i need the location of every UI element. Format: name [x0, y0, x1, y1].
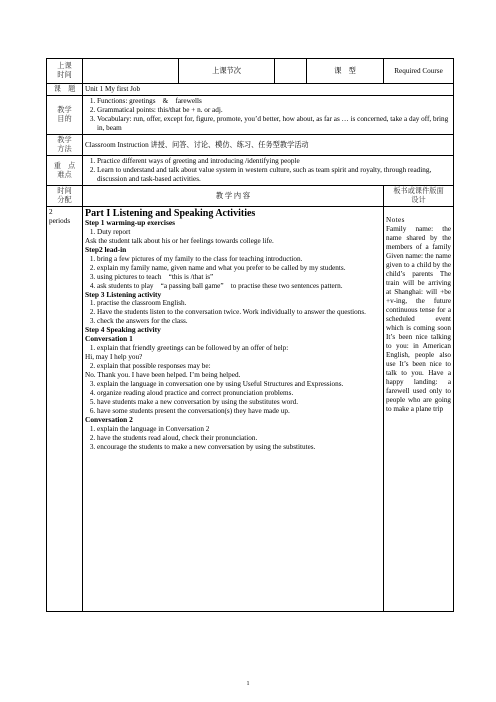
topic-value: Unit 1 My first Job	[83, 84, 454, 96]
body-row	[47, 207, 454, 612]
key-label: 重 点 难点	[47, 156, 83, 186]
goals-content	[83, 96, 454, 135]
goals-label: 教学 目的	[47, 96, 83, 135]
notes-heading: Notes	[386, 216, 405, 224]
goals-row	[47, 96, 454, 135]
conv1-item: 1. explain that friendly greetings can be followed by an offer of help:	[97, 344, 381, 353]
board-label: 板书或课件版面 设计	[384, 186, 454, 207]
key-item: 2. Learn to understand and talk about value system in western culture, such as team spirit and royalty, through reading, discussion and task-based activities.	[97, 166, 451, 184]
notes-text: Family name: the name shared by the members of a family Given name: the name given to a child by the child’s parents The train will be arriving at Shanghai: will +be +v-ing, the future continuous tense for a scheduled event which is coming soon It’s been nice talking to you: in American English, people also use It’s been nice to talk to you. Have a happy landing: a farewell used only to people who are going to make a plane trip	[386, 225, 452, 413]
step1-text: Ask the student talk about his or her feelings towards college life.	[85, 236, 274, 245]
teaching-content	[83, 207, 384, 612]
step2-item: 1. bring a few pictures of my family to the class for teaching introduction.	[97, 255, 381, 264]
method-value: Classroom Instruction 讲授、问答、讨论、模仿、练习、任务型教学活动	[83, 135, 454, 156]
header-row	[47, 59, 454, 84]
page-number: 1	[246, 681, 250, 687]
lesson-value	[275, 59, 307, 84]
conv1-example: Hi, may I help you?	[85, 352, 143, 361]
columns-row	[47, 186, 454, 207]
part-title: Part I Listening and Speaking Activities	[85, 208, 256, 219]
step3-item: 3. check the answers for the class.	[97, 317, 381, 326]
topic-row	[47, 84, 454, 96]
time-value	[83, 59, 179, 84]
conv1-item: 5. have students make a new conversation by using the substitutes word.	[97, 398, 381, 407]
goal-item: 3. Vocabulary: run, offer, except for, figure, promote, you’d better, how about, as far as … is concerned, take a day off, bring in, beam	[97, 115, 451, 133]
conv1-item: 6. have some students present the conversation(s) they have made up.	[97, 407, 381, 416]
conv1-example: No. Thank you. I have been helped. I’m being helped.	[85, 370, 241, 379]
lesson-plan-table	[46, 58, 454, 612]
step1-title: Step 1 warming-up exercises	[85, 218, 175, 227]
step3-item: 1. practise the classroom English.	[97, 299, 381, 308]
step3-title: Step 3 Listening activity	[85, 289, 162, 299]
step1-item: 1. Duty report	[97, 228, 381, 237]
step2-item: 2. explain my family name, given name and what you prefer to be called by my students.	[97, 264, 381, 273]
conversation2-title: Conversation 2	[85, 414, 133, 424]
conv2-item: 2. have the students read aloud, check their pronunciation.	[97, 434, 381, 443]
content-label: 教 学 内 容	[83, 186, 384, 207]
step2-item: 3. using pictures to teach “this is /that is”	[97, 273, 381, 282]
goal-item: 2. Grammatical points: this/that be + n. or adj.	[97, 106, 451, 115]
conv1-item: 3. explain the language in conversation one by using Useful Structures and Expressions.	[97, 380, 381, 389]
key-row	[47, 156, 454, 186]
lesson-label: 上课节次	[179, 59, 275, 84]
type-value: Required Course	[384, 59, 454, 84]
key-item: 1. Practice different ways of greeting and introducing /identifying people	[97, 157, 451, 166]
conversation1-title: Conversation 1	[85, 334, 133, 344]
step3-item: 2. Have the students listen to the conversation twice. Work individually to answer the questions.	[97, 308, 381, 317]
key-content	[83, 156, 454, 186]
time-allocation: 2 periods	[47, 207, 83, 612]
goal-item: 1. Functions: greetings & farewells	[97, 97, 451, 106]
conv2-item: 3. encourage the students to make a new conversation by using the substitutes.	[97, 443, 381, 452]
step2-title: Step2 lead-in	[85, 244, 127, 254]
method-label: 教学 方法	[47, 135, 83, 156]
conv2-item: 1. explain the language in Conversation 2	[97, 425, 381, 434]
conv1-item: 2. explain that possible responses may be:	[97, 362, 381, 371]
board-design	[384, 207, 454, 612]
type-label: 课 型	[307, 59, 384, 84]
method-row	[47, 135, 454, 156]
time-label: 上课 时间	[47, 59, 83, 84]
topic-label: 课 题	[47, 84, 83, 96]
step2-item: 4. ask students to play “a passing ball game” to practise these two sentences pattern.	[97, 282, 381, 291]
step4-title: Step 4 Speaking activity	[85, 325, 161, 335]
conv1-item: 4. organize reading aloud practice and correct pronunciation problems.	[97, 389, 381, 398]
time-alloc-label: 时间 分配	[47, 186, 83, 207]
